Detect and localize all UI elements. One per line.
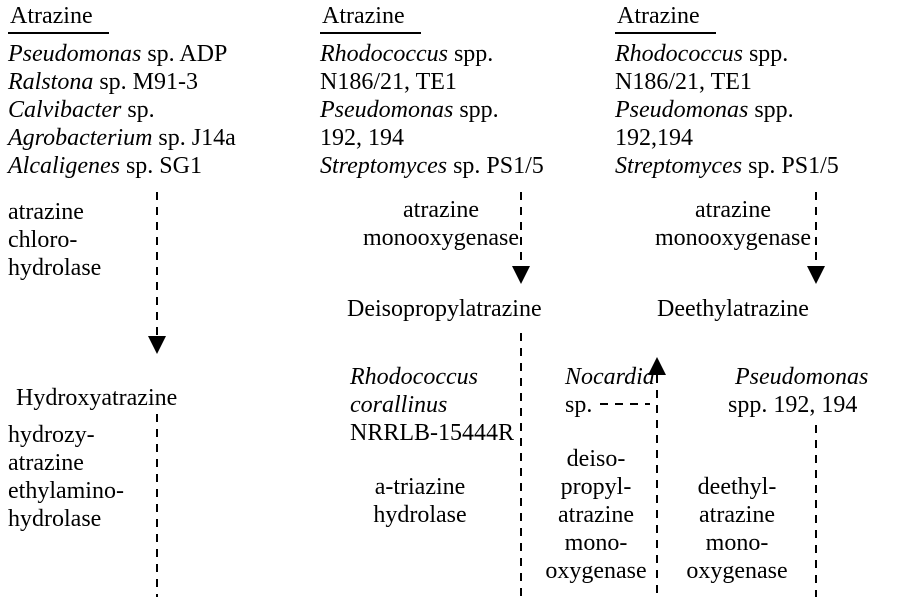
- col3-enzyme1-line1: atrazine: [695, 197, 771, 223]
- col3-enzyme1-line2: monooxygenase: [655, 225, 811, 251]
- col2-substrate-header: [320, 2, 421, 34]
- col3-organism2-rest: spp. 192, 194: [728, 392, 858, 418]
- col2-organism-1: [320, 40, 493, 68]
- col2-organism2-line2: corallinus: [350, 392, 448, 418]
- col2-enzyme3-line5: oxygenase: [545, 558, 647, 584]
- genus-name: Rhodococcus: [320, 41, 448, 67]
- col3-reaction-dashed-line: [815, 192, 817, 268]
- col3-substrate-header: [615, 2, 716, 34]
- col3-organism-2: [615, 68, 752, 96]
- col1-substrate-header: [8, 2, 109, 34]
- col2-enzyme3-line3: atrazine: [558, 502, 634, 528]
- col3-arrow-down-icon: [807, 266, 825, 284]
- col2-enzyme3-line4: mono-: [564, 530, 628, 556]
- col3-organism-4: [615, 124, 693, 152]
- col2-organism-5: [320, 152, 544, 180]
- col2-substrate-label: Atrazine: [320, 2, 421, 34]
- col3-organism-1: [615, 40, 788, 68]
- col2-enzyme1-line1: atrazine: [403, 197, 479, 223]
- col1-reaction2-dashed-line: [156, 414, 158, 597]
- col2-enzyme2-line2: hydrolase: [373, 502, 467, 528]
- strain-name: spp.: [742, 41, 789, 67]
- col2-enzyme1-line2: monooxygenase: [363, 225, 519, 251]
- col1-enzyme1-line3: hydrolase: [8, 255, 102, 281]
- col1-product: Hydroxyatrazine: [16, 385, 178, 411]
- col1-reaction-dashed-line: [156, 192, 158, 338]
- col1-enzyme2-line1: hydrozy-: [8, 422, 95, 448]
- genus-name: Streptomyces: [615, 153, 743, 179]
- col3-organism-5: [615, 152, 839, 180]
- genus-name: Calvibacter: [8, 97, 122, 123]
- col1-organism-3: [8, 96, 155, 124]
- col1-enzyme1-line2: chloro-: [8, 227, 78, 253]
- col2-organism3-rest: sp.: [565, 392, 593, 418]
- strain-name: 192, 194: [320, 125, 404, 151]
- strain-name: spp.: [447, 41, 494, 67]
- col2-organism2-line3: NRRLB-15444R: [350, 420, 515, 446]
- col2-enzyme3-line1: deiso-: [566, 446, 626, 472]
- strain-name: N186/21, TE1: [615, 69, 752, 95]
- strain-name: sp.: [121, 97, 155, 123]
- col2-horizontal-dashed-connector: [600, 403, 650, 405]
- col1-enzyme2-line3: ethylamino-: [8, 478, 124, 504]
- col2-product: Deisopropylatrazine: [347, 296, 542, 322]
- col3-product: Deethylatrazine: [657, 296, 809, 322]
- col3-enzyme2-line2: atrazine: [699, 502, 775, 528]
- strain-name: sp. J14a: [152, 125, 236, 151]
- col2-organism-3: [320, 96, 499, 124]
- col1-organism-5: [8, 152, 202, 180]
- col2-reaction-dashed-line: [520, 192, 522, 268]
- col3-reaction2-dashed-line: [815, 425, 817, 597]
- col1-enzyme2-line4: hydrolase: [8, 506, 102, 532]
- col2-enzyme2-line1: a-triazine: [374, 474, 466, 500]
- col1-enzyme2-line2: atrazine: [8, 450, 84, 476]
- col2-arrow-up-icon: [648, 357, 666, 375]
- col3-substrate-label: Atrazine: [615, 2, 716, 34]
- genus-name: Pseudomonas: [320, 97, 454, 123]
- col2-organism-4: [320, 124, 404, 152]
- col3-enzyme2-line1: deethyl-: [697, 474, 777, 500]
- col3-organism-3: [615, 96, 794, 124]
- col3-organism2-genus: Pseudomonas: [735, 364, 869, 390]
- col1-organism-2: [8, 68, 198, 96]
- col1-substrate-label: Atrazine: [8, 2, 109, 34]
- strain-name: spp.: [748, 97, 794, 123]
- genus-name: Alcaligenes: [8, 153, 120, 179]
- col3-enzyme2-line4: oxygenase: [686, 558, 788, 584]
- col2-arrow-down-icon: [512, 266, 530, 284]
- col1-enzyme1-line1: atrazine: [8, 199, 84, 225]
- col1-arrow-down-icon: [148, 336, 166, 354]
- col1-organism-1: [8, 40, 227, 68]
- col2-organism3-genus: Nocardia: [565, 364, 655, 390]
- col3-enzyme2-line3: mono-: [705, 530, 769, 556]
- genus-name: Pseudomonas: [8, 41, 142, 67]
- col1-organism-4: [8, 124, 236, 152]
- col2-reaction2-dashed-line: [520, 333, 522, 597]
- strain-name: sp. M91-3: [93, 69, 199, 95]
- col2-enzyme3-line2: propyl-: [560, 474, 632, 500]
- strain-name: N186/21, TE1: [320, 69, 457, 95]
- col2-organism2-line1: Rhodococcus: [350, 364, 478, 390]
- genus-name: Rhodococcus: [615, 41, 743, 67]
- strain-name: sp. PS1/5: [447, 153, 544, 179]
- strain-name: 192,194: [615, 125, 693, 151]
- strain-name: sp. PS1/5: [742, 153, 839, 179]
- strain-name: sp. SG1: [119, 153, 202, 179]
- genus-name: Agrobacterium: [8, 125, 153, 151]
- strain-name: sp. ADP: [141, 41, 228, 67]
- strain-name: spp.: [453, 97, 499, 123]
- genus-name: Pseudomonas: [615, 97, 749, 123]
- genus-name: Streptomyces: [320, 153, 448, 179]
- col2-organism-2: [320, 68, 457, 96]
- genus-name: Ralstona: [8, 69, 94, 95]
